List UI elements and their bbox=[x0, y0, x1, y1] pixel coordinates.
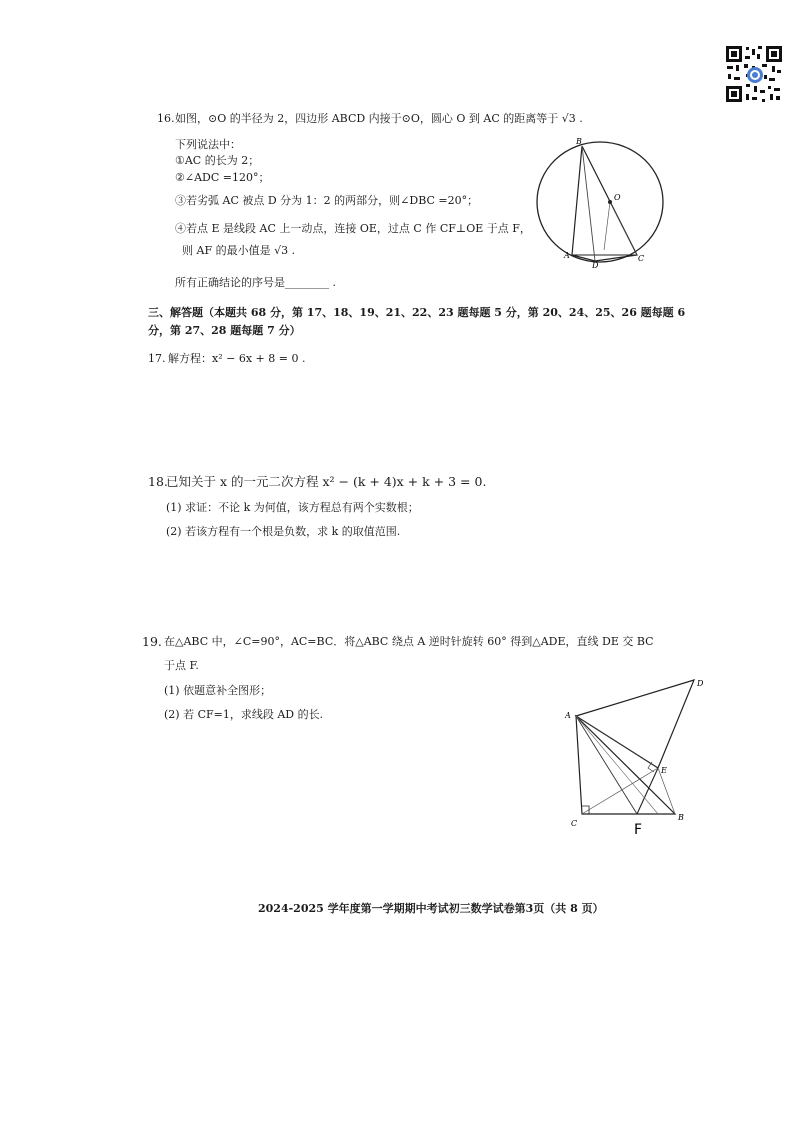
segment-bd bbox=[582, 146, 595, 261]
label-c: C bbox=[571, 819, 578, 828]
triangle-ade bbox=[576, 680, 694, 768]
label-b: B bbox=[576, 137, 582, 146]
q16-intro: 下列说法中： bbox=[175, 138, 241, 151]
section-3-line-2: 分，第 27、28 题每题 7 分） bbox=[148, 324, 301, 337]
q19-number: 19. bbox=[142, 634, 162, 649]
q16-stem: 如图，⊙O 的半径为 2，四边形 ABCD 内接于⊙O，圆心 O 到 AC 的距离等于 √3 . bbox=[175, 112, 583, 125]
q19-stem-line-2: 于点 F. bbox=[164, 659, 199, 672]
q16-number: 16. bbox=[157, 112, 175, 125]
q16-option-2: ②∠ADC =120°； bbox=[175, 171, 270, 184]
label-d: D bbox=[592, 261, 599, 269]
triangle-abc bbox=[576, 716, 675, 814]
q19-figure bbox=[562, 676, 712, 846]
q18-stem: 已知关于 x 的一元二次方程 x² − (k + 4)x + k + 3 = 0. bbox=[166, 474, 487, 489]
page-footer: 2024-2025 学年度第一学期期中考试初三数学试卷第3页（共 8 页） bbox=[258, 902, 604, 915]
q18-part-1: (1) 求证：不论 k 为何值，该方程总有两个实数根； bbox=[166, 501, 419, 514]
label-e: E bbox=[661, 766, 667, 775]
label-b: B bbox=[678, 813, 684, 822]
q16-option-4a: ④若点 E 是线段 AC 上一动点，连接 OE，过点 C 作 CF⊥OE 于点 F， bbox=[175, 222, 531, 235]
qr-code bbox=[724, 44, 784, 104]
q16-option-3: ③若劣弧 AC 被点 D 分为 1：2 的两部分，则∠DBC =20°； bbox=[175, 194, 479, 207]
label-f: F bbox=[634, 822, 643, 838]
q19-stem-line-1: 在△ABC 中，∠C=90°，AC=BC．将△ABC 绕点 A 逆时针旋转 60° 得到△ADE，直线 DE 交 BC bbox=[164, 635, 654, 648]
label-a: A bbox=[564, 251, 570, 260]
q16-figure bbox=[530, 134, 670, 269]
segment-ae bbox=[576, 716, 658, 768]
q17-number: 17. bbox=[148, 352, 166, 365]
q18-part-2: (2) 若该方程有一个根是负数，求 k 的取值范围. bbox=[166, 525, 401, 538]
segment-oe bbox=[604, 202, 610, 250]
label-d: D bbox=[697, 679, 704, 688]
label-a: A bbox=[565, 711, 571, 720]
q17-text: 解方程：x² − 6x + 8 = 0 . bbox=[168, 352, 306, 365]
center-o bbox=[608, 200, 612, 204]
q19-part-1: (1) 依题意补全图形； bbox=[164, 684, 272, 697]
label-c: C bbox=[638, 254, 645, 263]
label-o: O bbox=[614, 193, 621, 202]
q19-part-2: (2) 若 CF=1，求线段 AD 的长. bbox=[164, 708, 324, 721]
construction-line bbox=[576, 716, 658, 814]
q18-number: 18. bbox=[148, 474, 168, 489]
right-angle-e bbox=[648, 762, 654, 772]
q16-option-4b: 则 AF 的最小值是 √3 . bbox=[182, 244, 296, 257]
q16-answer-prompt: 所有正确结论的序号是________ . bbox=[175, 276, 336, 289]
line-de-extended bbox=[637, 768, 658, 814]
segment-ce bbox=[582, 768, 658, 814]
segment-oc bbox=[610, 202, 637, 255]
q16-option-1: ①AC 的长为 2； bbox=[175, 154, 260, 167]
section-3-line-1: 三、解答题（本题共 68 分，第 17、18、19、21、22、23 题每题 5 分，第 20、24、25、26 题每题 6 bbox=[148, 306, 686, 319]
circle-o bbox=[537, 142, 663, 262]
